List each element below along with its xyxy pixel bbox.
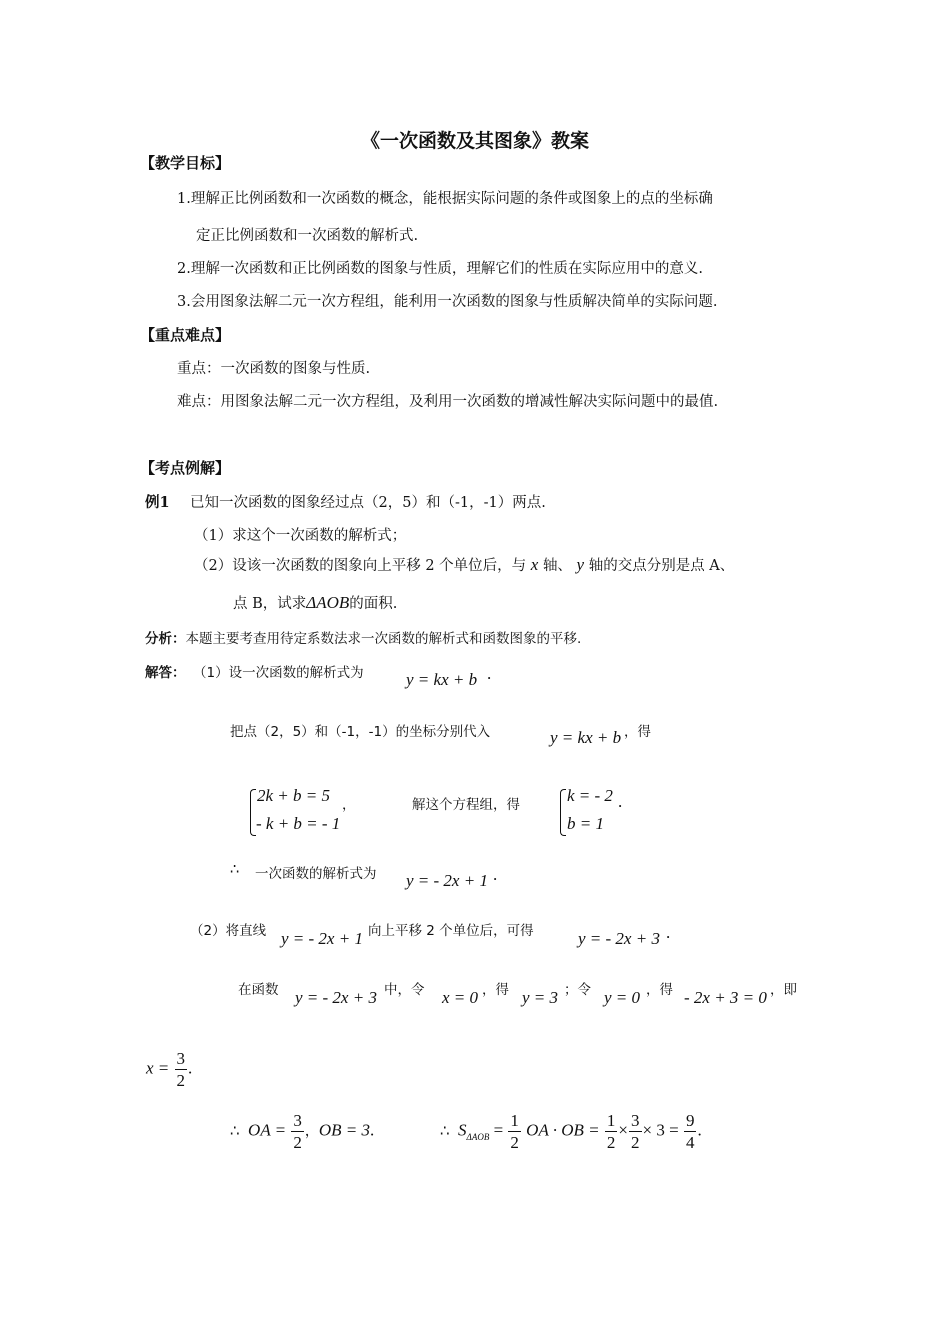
system-2-eq1: k = - 2 [567, 786, 613, 805]
answer-2-eq2: y = - 2x + 3 [578, 929, 660, 948]
fn-t5: ，即 [770, 982, 797, 998]
result-dot: . [493, 865, 498, 884]
system-1-comma: ， [342, 797, 356, 813]
x-value-line [146, 1050, 192, 1089]
half-fraction-2 [605, 1112, 618, 1151]
oa-lhs: OA = [248, 1120, 287, 1140]
q2-line2-text-b: 的面积. [349, 596, 398, 612]
half-den-1: 2 [510, 1133, 519, 1152]
therefore-2: ∴ [230, 1123, 240, 1140]
fn-t3: ；令 [564, 982, 591, 998]
objective-1-line1: 1.理解正比例函数和一次函数的概念，能根据实际问题的条件或图象上的点的坐标确 [177, 191, 713, 207]
key-difficulty: 难点：用图象法解二元一次方程组，及利用一次函数的增减性解决实际问题中的最值. [177, 394, 719, 410]
substitute-equation: y = kx + b [550, 728, 622, 747]
example-label: 例1 [145, 494, 170, 511]
oa-frac-num: 3 [293, 1111, 302, 1130]
q2-text-b: 轴、 [542, 558, 572, 574]
objective-3: 3.会用图象法解二元一次方程组，能利用一次函数的图象与性质解决简单的实际问题. [177, 294, 718, 310]
oa-frac-den: 2 [293, 1133, 302, 1152]
page-title: 《一次函数及其图象》教案 [360, 130, 589, 152]
fn-equation: y = - 2x + 3 [295, 988, 377, 1007]
q2-triangle: ΔAOB [306, 593, 350, 612]
example-statement: 已知一次函数的图象经过点（2，5）和（-1，-1）两点. [190, 495, 546, 511]
ob-value: OB = 3 [318, 1120, 371, 1140]
system-1-eq1: 2k + b = 5 [257, 786, 330, 805]
x-frac-num: 3 [176, 1049, 186, 1068]
fn-x0: x = 0 [442, 988, 479, 1007]
fn-t4: ，得 [646, 982, 673, 998]
substitute-text: 把点（2，5）和（-1，-1）的坐标分别代入 [230, 724, 491, 740]
solve-text: 解这个方程组，得 [412, 797, 520, 813]
three-halves-den: 2 [631, 1133, 640, 1152]
objectives-heading: 【教学目标】 [140, 154, 231, 172]
analysis-text: 本题主要考查用待定系数法求一次函数的解析式和函数图象的平移. [185, 631, 582, 647]
three-halves-fraction [629, 1112, 642, 1151]
half-den-2: 2 [606, 1133, 616, 1152]
substitute-tail: ，得 [624, 724, 651, 740]
fn-y3: y = 3 [522, 988, 559, 1007]
question-2-line1 [194, 554, 734, 575]
q2-x-axis: x [530, 555, 539, 574]
result-text: 一次函数的解析式为 [255, 866, 377, 882]
oa-comma: ， [304, 1124, 319, 1140]
x-fraction [175, 1050, 188, 1089]
result-equation: y = - 2x + 1 [406, 871, 488, 890]
key-focus: 重点：一次函数的图象与性质. [177, 361, 371, 377]
oa-ob-line [230, 1112, 374, 1151]
question-1: （1）求这个一次函数的解析式； [194, 528, 407, 544]
four-den: 4 [685, 1133, 695, 1152]
answer-1-equation: y = kx + b [406, 670, 478, 689]
answer-1-dot: . [487, 664, 492, 683]
key-points-heading: 【重点难点】 [140, 326, 231, 344]
answer-2-eq1: y = - 2x + 1 [281, 929, 363, 948]
half-num-2: 1 [606, 1111, 616, 1130]
examples-heading: 【考点例解】 [140, 459, 231, 477]
area-subscript: ΔAOB [466, 1131, 490, 1142]
therefore-3: ∴ [440, 1123, 450, 1140]
nine-num: 9 [685, 1111, 695, 1130]
answer-2-dot: . [666, 923, 671, 942]
q2-line2-text-a: 点 B，试求 [233, 596, 307, 612]
half-num-1: 1 [510, 1111, 519, 1130]
times-1: × [618, 1120, 629, 1140]
times-2: × 3 = [642, 1120, 679, 1140]
x-frac-den: 2 [176, 1071, 186, 1090]
q2-y-axis: y [576, 555, 585, 574]
fn-t2: ，得 [482, 982, 509, 998]
fn-t1: 中，令 [384, 982, 425, 998]
system-1-eq2: - k + b = - 1 [256, 814, 341, 833]
therefore-1: ∴ [230, 862, 240, 878]
objective-1-line2: 定正比例函数和一次函数的解析式. [196, 228, 419, 244]
area-oaob: OA · OB = [526, 1120, 600, 1140]
area-equals: = [493, 1120, 504, 1140]
nine-quarters-fraction [684, 1112, 697, 1151]
q2-text-c: 轴的交点分别是点 A、 [588, 558, 735, 574]
question-2-line2 [233, 592, 397, 613]
oa-fraction [291, 1112, 304, 1151]
system-2-eq2: b = 1 [567, 814, 604, 833]
three-halves-num: 3 [631, 1111, 640, 1130]
analysis-line [145, 627, 581, 647]
system-2-dot: . [618, 792, 623, 811]
fn-y0: y = 0 [604, 988, 641, 1007]
answer-2-mid: 向上平移 2 个单位后，可得 [368, 923, 534, 939]
area-s: S [458, 1120, 467, 1140]
ob-dot: . [370, 1120, 375, 1140]
analysis-label: 分析： [145, 631, 186, 647]
answer-2-text: （2）将直线 [190, 923, 267, 939]
half-fraction-1 [508, 1112, 521, 1151]
objective-2: 2.理解一次函数和正比例函数的图象与性质，理解它们的性质在实际应用中的意义. [177, 261, 703, 277]
system-2-brace [560, 789, 566, 836]
end-dot: . [697, 1120, 702, 1140]
q2-text-a: （2）设该一次函数的图象向上平移 2 个单位后，与 [194, 558, 527, 574]
x-lhs: x = [146, 1058, 170, 1078]
answer-label: 解答： [145, 665, 186, 681]
area-line [440, 1112, 702, 1151]
x-dot: . [188, 1058, 193, 1078]
answer-1-text: （1）设一次函数的解析式为 [193, 665, 364, 681]
fn-text: 在函数 [238, 982, 279, 998]
fn-eq2: - 2x + 3 = 0 [684, 988, 767, 1007]
